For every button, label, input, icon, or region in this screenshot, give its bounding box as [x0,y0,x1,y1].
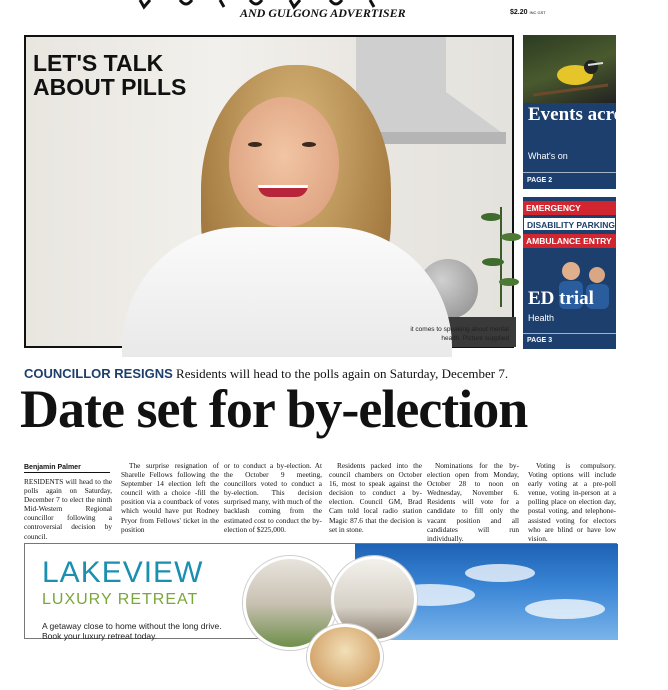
teaser-ed-subtitle: Health [528,313,555,323]
column-text: Residents packed into the council chambers on October 16, most to speak against the decision to conduct a by-election. Council GM, Brad Cam told local radio station Magic 87.6 that the decision is set in stone. [329,461,422,534]
column-text: Voting is compulsory. Voting options will include early voting at a pre-poll venue, voting in-person at a polling place on election day, postal voting, and telephone-assisted voting for electors who are blind or have low vision. [528,461,616,543]
woman-smile [258,185,308,197]
story-column-6 [528,461,616,543]
story-column-4 [329,461,422,534]
teaser-events-title: Events across the [528,104,668,125]
main-headline[interactable]: Date set for by-election [20,379,528,439]
byline: Benjamin Palmer [24,464,110,473]
story-column-3 [224,461,322,534]
sign-disability-parking: DISABILITY PARKING [523,217,616,231]
price [510,9,546,16]
ad-brand-subtitle: LUXURY RETREAT [42,591,199,608]
teaser-events-subtitle: What's on [528,151,568,161]
bird-graphic [523,35,616,103]
ad-tagline [42,621,222,641]
ad-tagline-line1: A getaway close to home without the long drive. [42,621,222,631]
teaser-ed-page: PAGE 3 [527,337,553,344]
column-text: The surprise resignation of Sharelle Fellows following the September 14 election left the council with a choice -fill the position via a countback of votes which would have put Rodney Pryor from Fellows' ticket in the position [121,461,219,534]
cloud [525,599,605,619]
masthead-subtitle: AND GULGONG ADVERTISER [240,6,406,20]
teaser-events[interactable] [523,35,668,189]
ad-tagline-line2: Book your luxury retreat today. [42,631,158,641]
kicker-text: Residents will head to the polls again on Saturday, December 7. [176,366,509,381]
hero-photo[interactable] [24,35,514,348]
woman-eye-left [248,142,262,147]
story-column-1 [24,477,112,541]
price-note: INC GST [529,10,546,15]
woman-eye-right [302,142,316,147]
teaser-events-page: PAGE 2 [527,177,553,184]
teaser-ed-trial[interactable] [523,197,616,349]
sign-ambulance-entry: AMBULANCE ENTRY [523,234,616,248]
sign-emergency: EMERGENCY [523,201,616,215]
hero-headline[interactable]: LET'S TALK ABOUT PILLS [33,50,187,100]
plant-graphic [481,167,521,307]
photo-caption: it comes to speaking about mental health. Picture supplied [410,326,509,342]
teaser-ed-title: ED trial [528,288,594,309]
price-value: $2.20 [510,9,528,16]
story-column-5 [427,461,519,543]
bird-photo [523,35,616,103]
lakeview-advertisement[interactable] [24,543,617,639]
story-column-2 [121,461,219,534]
teaser-ed-divider [523,333,616,334]
kicker-label: COUNCILLOR RESIGNS [24,366,173,381]
woman-face [229,97,339,227]
column-text: or to conduct a by-election. At the October 9 meeting, councillors voted to conduct a by-election. This decision surprised many, with much of the backlash coming from the estimated cost to conduct the by-election of $225,000. [224,461,322,534]
column-text: Nominations for the by-election open from Monday, October 28 to noon on Wednesday, November 6. Residents will vote for a candidate to fill only the vacant position and all candidates will run individually. [427,461,519,543]
ad-brand-name: LAKEVIEW [42,556,204,589]
cloud [465,564,535,582]
ad-photo-food [307,624,383,690]
column-text: RESIDENTS will head to the polls again on Saturday, December 7 to elect the ninth Mid-Western Regional councillor following a controversial decision by council. [24,477,112,541]
teaser-events-divider [523,172,616,173]
